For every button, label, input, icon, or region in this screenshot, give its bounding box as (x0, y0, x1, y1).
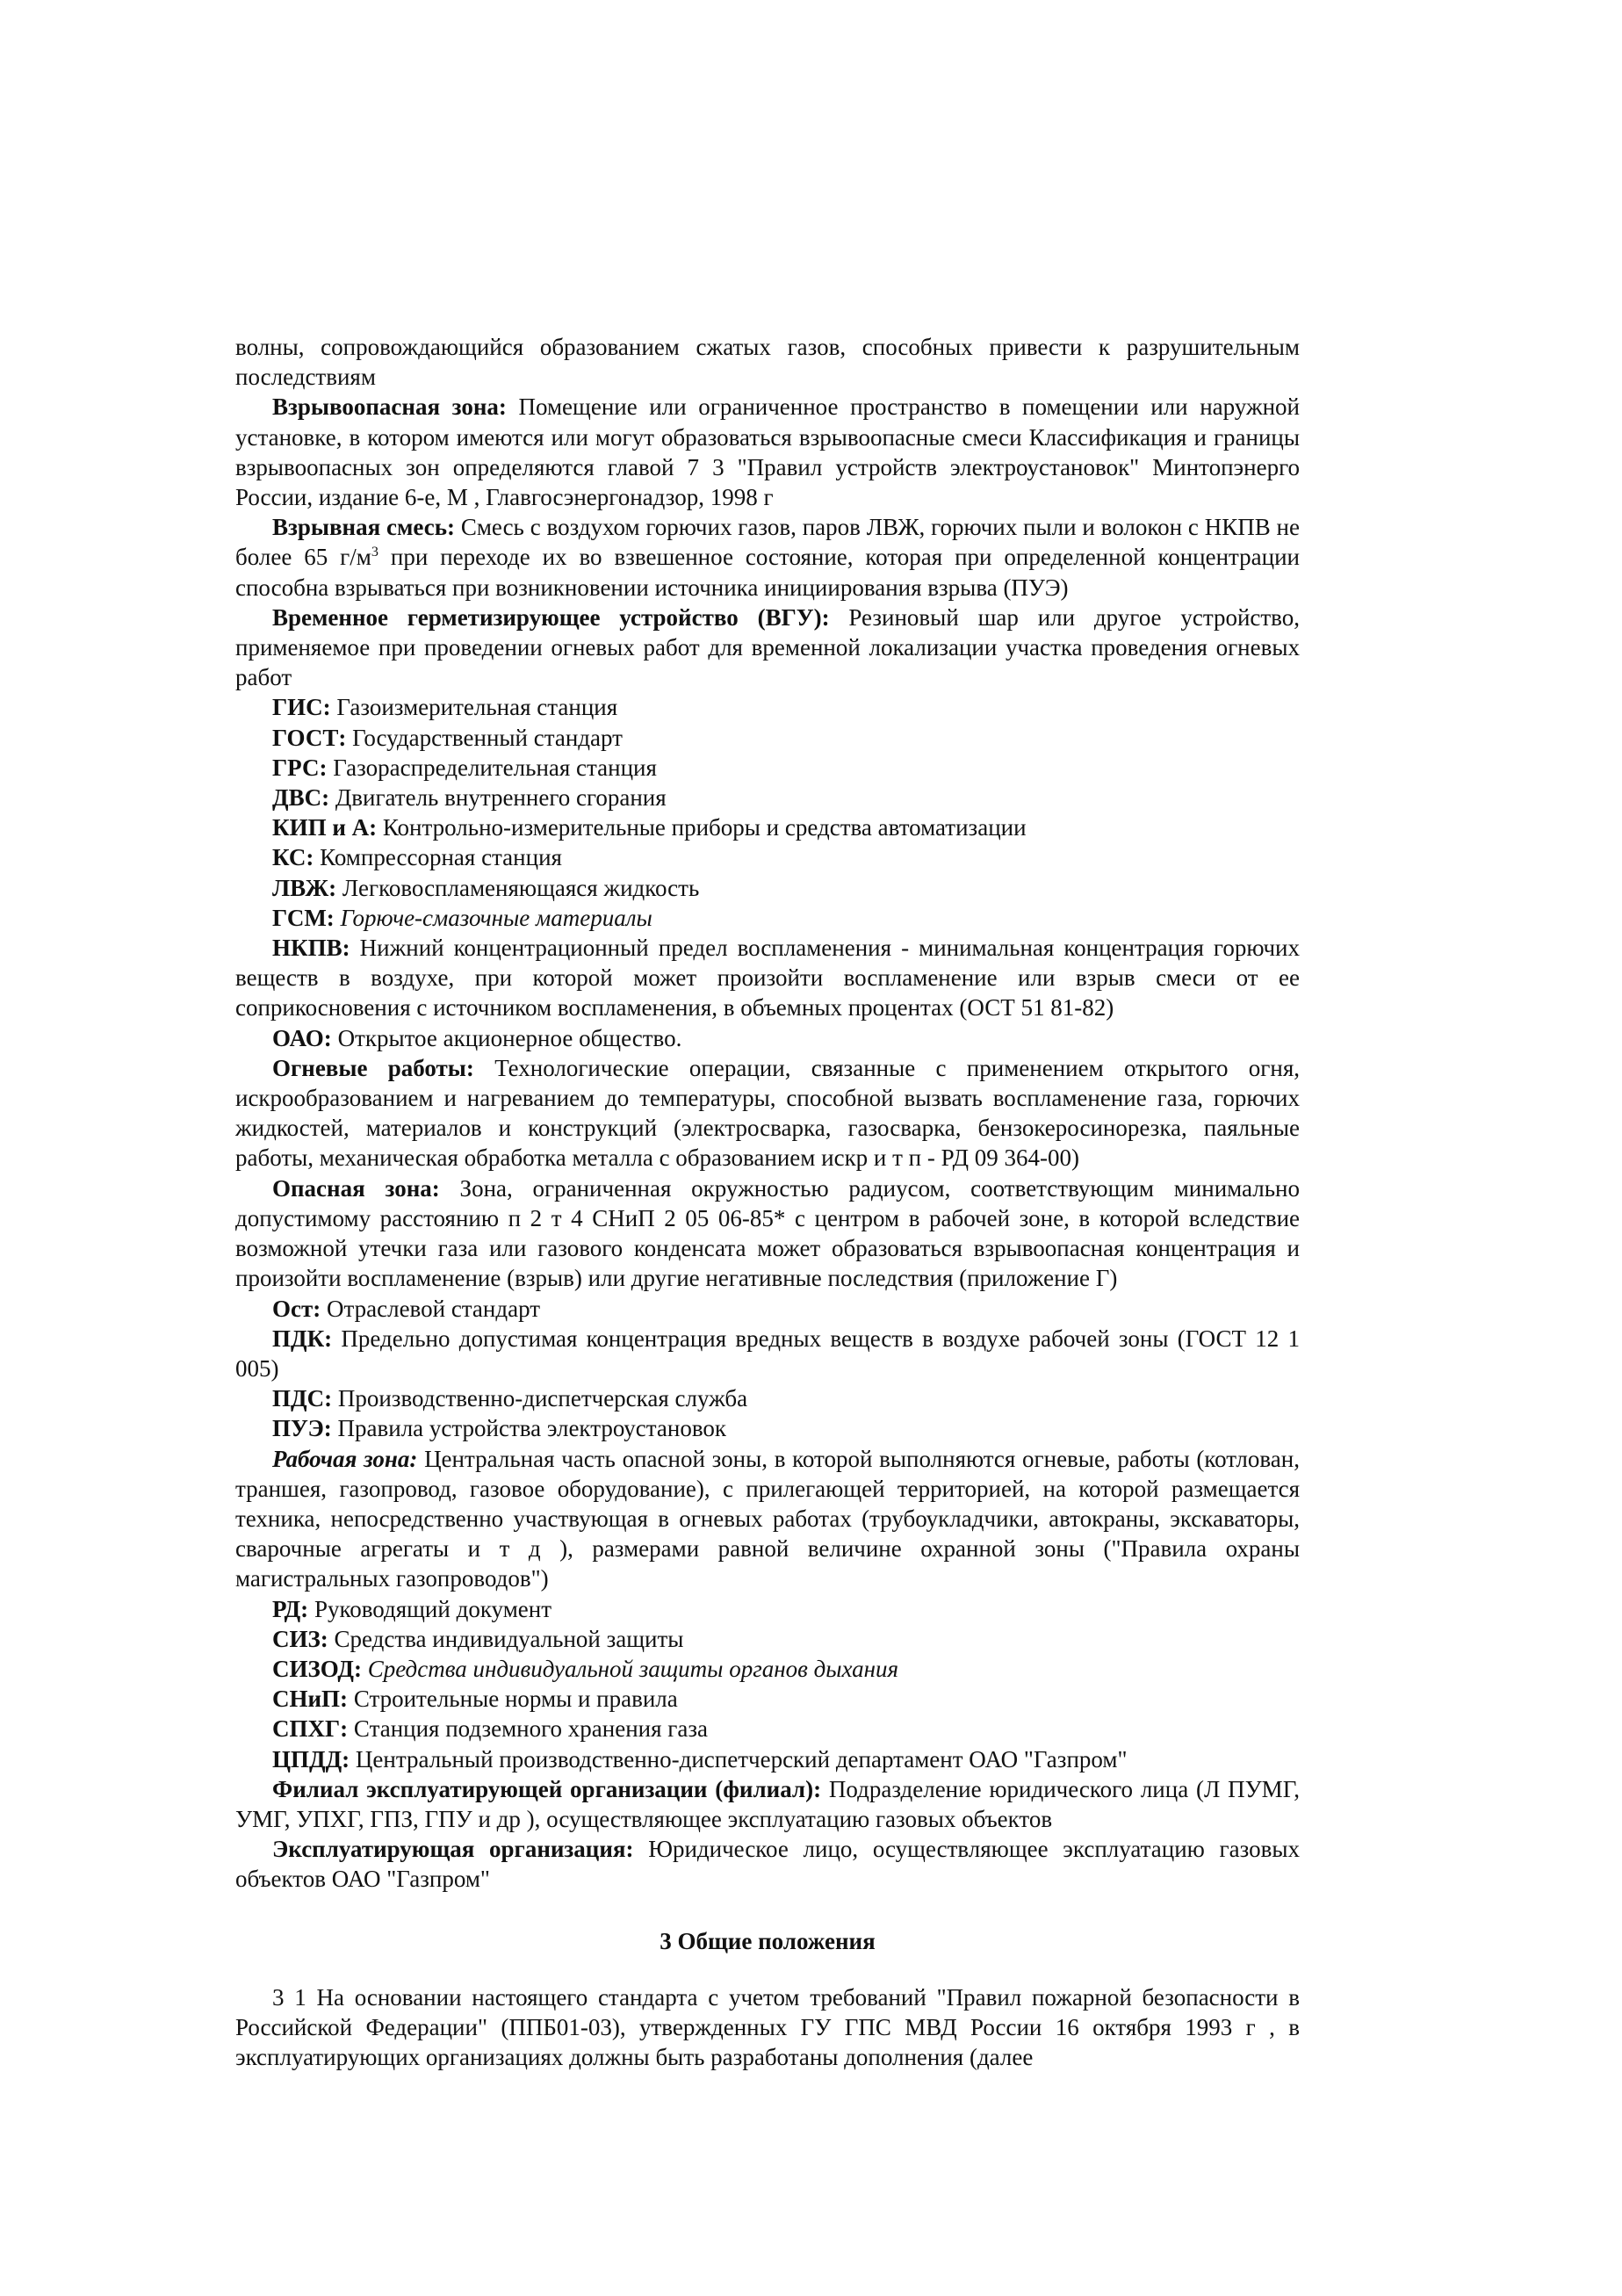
term-definition: Помещение или ограниченное пространство в помещении или наружной установке, в котором имеются или могут образоваться взрывоопасные смеси Классификация и границы взрывоопасных зон определяются главой 7 3 "Правил устройств электроустановок" Минтопэнерго России, издание 6-е, М , Главгосэнергонадзор, 1998 г (235, 393, 1300, 511)
term-definition: Руководящий документ (308, 1595, 552, 1622)
term-label: СИЗ: (272, 1625, 328, 1652)
term-label: ПДС: (272, 1385, 333, 1412)
term-definition: Государственный стандарт (346, 724, 623, 751)
section-title: 3 Общие положения (660, 1927, 876, 1954)
term-siz (235, 1624, 1300, 1654)
term-grs (235, 753, 1300, 783)
term-definition: Юридическое лицо, осуществляющее эксплуатацию газовых объектов ОАО "Газпром" (235, 1836, 1301, 1893)
term-definition: Зона, ограниченная окружностью радиусом, соответствующим минимально допустимому расстоянию п 2 т 4 СНиП 2 05 06-85* с центром в рабочей зоне, в которой вследствие возможной утечки газа или газового конденсата может образоваться взрывоопасная концентрация и произойти воспламенение (взрыв) или другие негативные последствия (приложение Г) (235, 1174, 1301, 1292)
term-definition: Смесь с воздухом горючих газов, паров ЛВЖ, горючих пыли и волокон с НКПВ не более 65 г/м (235, 514, 1300, 571)
term-danger-zone (235, 1173, 1300, 1294)
term-pds (235, 1383, 1300, 1413)
term-label: Ост: (272, 1295, 321, 1322)
term-sizod (235, 1654, 1300, 1684)
term-work-zone (235, 1444, 1300, 1594)
document-body (235, 332, 1300, 2072)
term-snip (235, 1684, 1300, 1714)
term-label: Филиал эксплуатирующей организации (филиал): (272, 1775, 822, 1802)
term-label: ГОСТ: (272, 724, 347, 751)
term-hot-work (235, 1053, 1300, 1173)
term-label: КИП и А: (272, 814, 378, 841)
term-definition: Двигатель внутреннего сгорания (329, 784, 667, 812)
term-label: ГИС: (272, 694, 331, 721)
term-definition: Производственно-диспетчерская служба (332, 1385, 748, 1412)
intro-paragraph: волны, сопровождающийся образованием сжатых газов, способных привести к разрушительным последствиям (235, 334, 1300, 391)
term-oao (235, 1023, 1300, 1053)
term-label: ОАО: (272, 1024, 332, 1051)
term-definition: Центральный производственно-диспетчерский департамент ОАО "Газпром" (350, 1745, 1128, 1773)
term-label: ГРС: (272, 754, 328, 781)
term-definition: Правила устройства электроустановок (331, 1415, 727, 1442)
term-operator (235, 1834, 1300, 1894)
term-vgu (235, 603, 1300, 693)
term-definition: Средства индивидуальной защиты (328, 1625, 684, 1652)
term-label: ДВС: (272, 784, 330, 812)
term-definition: Контрольно-измерительные приборы и средства автоматизации (377, 814, 1027, 841)
term-label: ЦПДД: (272, 1745, 350, 1773)
term-pue (235, 1413, 1300, 1443)
term-kip (235, 812, 1300, 842)
term-label: Временное герметизирующее устройство (ВГУ): (272, 603, 830, 631)
term-label: ПДК: (272, 1325, 333, 1352)
term-nkpv (235, 933, 1300, 1023)
term-ks (235, 842, 1300, 872)
term-explosive-zone (235, 392, 1300, 512)
term-label: НКПВ: (272, 935, 350, 962)
term-definition: Подразделение юридического лица (Л ПУМГ, УМГ, УПХГ, ГПЗ, ГПУ и др ), осуществляющее эксплуатацию газовых объектов (235, 1775, 1301, 1832)
term-definition: Технологические операции, связанные с применением открытого огня, искрообразованием и нагреванием до температуры, способной вызвать воспламенение газа, горючих жидкостей, материалов и конструкций (электросварка, газосварка, бензокеросинорезка, паяльные работы, механическая обработка металла с образованием искр и т п - РД 09 364-00) (235, 1054, 1300, 1172)
term-definition: Открытое акционерное общество. (331, 1024, 682, 1051)
term-definition: Газораспределительная станция (327, 754, 657, 781)
term-label: СИЗОД: (272, 1655, 362, 1682)
term-cpdd (235, 1744, 1300, 1774)
term-definition: Резиновый шар или другое устройство, применяемое при проведении огневых работ для временной локализации участка проведения огневых работ (235, 603, 1300, 691)
term-label: Взрывоопасная зона: (272, 393, 507, 421)
term-definition: Горюче-смазочные материалы (334, 904, 652, 931)
term-label: КС: (272, 844, 314, 871)
term-ost (235, 1294, 1300, 1324)
term-definition: Нижний концентрационный предел воспламенения - минимальная концентрация горючих веществ в воздухе, при которой может произойти воспламенение или взрыв смеси от ее соприкосновения с источником воспламенения, в объемных процентах (ОСТ 51 81-82) (235, 935, 1300, 1022)
term-label: ПУЭ: (272, 1415, 332, 1442)
term-definition-cont: при переходе их во взвешенное состояние, которая при определенной концентрации способна взрываться при возникновении источника инициирования взрыва (ПУЭ) (235, 544, 1300, 601)
term-definition: Легковоспламеняющаяся жидкость (336, 874, 700, 901)
term-label: РД: (272, 1595, 309, 1622)
term-label: СНиП: (272, 1686, 349, 1713)
term-definition: Газоизмерительная станция (330, 694, 618, 721)
term-spkhg (235, 1714, 1300, 1744)
term-rd (235, 1594, 1300, 1624)
term-definition: Отраслевой стандарт (321, 1295, 541, 1322)
term-definition: Станция подземного хранения газа (348, 1715, 708, 1743)
term-definition: Компрессорная станция (314, 844, 562, 871)
term-dvs (235, 783, 1300, 812)
term-label: Огневые работы: (272, 1054, 474, 1081)
term-pdk (235, 1324, 1300, 1383)
term-definition: Центральная часть опасной зоны, в которой выполняются огневые, работы (котлован, траншея, газопровод, газовое оборудование), с прилегающей территорией, на которой размещается техника, непосредственно участвующая в огневых работах (трубоукладчики, автокраны, экскаваторы, сварочные агрегаты и т д ), размерами равной величине охранной зоны ("Правила охраны магистральных газопроводов") (235, 1445, 1300, 1592)
term-definition: Предельно допустимая концентрация вредных веществ в воздухе рабочей зоны (ГОСТ 12 1 005) (235, 1325, 1300, 1382)
term-label: ГСМ: (272, 904, 335, 931)
term-label: СПХГ: (272, 1715, 349, 1743)
term-label: ЛВЖ: (272, 874, 337, 901)
term-label: Взрывная смесь: (272, 514, 455, 541)
term-label: Опасная зона: (272, 1174, 440, 1202)
term-gsm (235, 903, 1300, 933)
section-paragraph: 3 1 На основании настоящего стандарта с учетом требований "Правил пожарной безопасности в Российской Федерации" (ППБ01-03), утвержденных ГУ ГПС МВД России 16 октября 1993 г , в эксплуатирующих организациях должны быть разработаны дополнения (далее (235, 1983, 1300, 2071)
term-label: Эксплуатирующая организация: (272, 1836, 634, 1863)
term-definition: Строительные нормы и правила (348, 1686, 678, 1713)
superscript: 3 (371, 544, 378, 560)
term-gis (235, 692, 1300, 722)
term-lvzh (235, 873, 1300, 903)
term-gost (235, 723, 1300, 753)
term-definition: Средства индивидуальной защиты органов дыхания (361, 1655, 899, 1682)
term-label: Рабочая зона: (272, 1445, 418, 1472)
term-branch (235, 1774, 1300, 1834)
term-explosive-mix (235, 512, 1300, 603)
